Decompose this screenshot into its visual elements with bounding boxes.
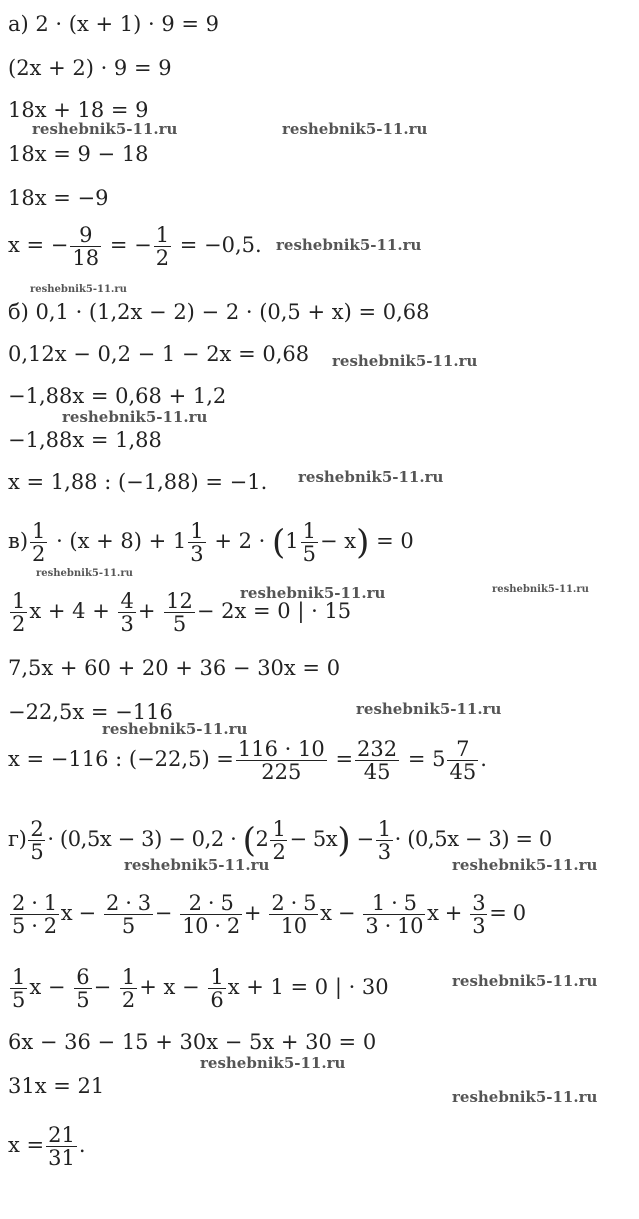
a-line-6: x = − $\frac{9}{18}$ = − $\frac{1}{2}$ = −0,5. <box>8 223 262 270</box>
watermark: reshebnik5-11.ru <box>30 284 127 295</box>
v-line-2: $\frac{1}{2}$ x + 4 + $\frac{4}{3}$ + $\frac{12}{5}$ − 2x = 0 | · 15 <box>12 589 352 636</box>
a-line-5: 18x = −9 <box>8 186 109 210</box>
watermark: reshebnik5-11.ru <box>282 120 428 138</box>
v-line-4: −22,5x = −116 <box>8 700 173 724</box>
g-line-1: г) $\frac{2}{5}$ · (0,5x − 3) − 0,2 · (2 $\frac{1}{2}$ − 5x) − $\frac{1}{3}$ · (0,5x − 3) = 0 <box>8 817 552 864</box>
g-line-5: 31x = 21 <box>8 1074 105 1098</box>
g-line-3: $\frac{1}{5}$ x − $\frac{6}{5}$ − $\frac{1}{2}$ + x − $\frac{1}{6}$ x + 1 = 0 | · 30 <box>12 965 389 1012</box>
b-line-1: б) 0,1 · (1,2x − 2) − 2 · (0,5 + x) = 0,68 <box>8 300 430 324</box>
watermark: reshebnik5-11.ru <box>124 856 270 874</box>
watermark: reshebnik5-11.ru <box>452 972 598 990</box>
watermark: reshebnik5-11.ru <box>32 120 178 138</box>
v-line-3: 7,5x + 60 + 20 + 36 − 30x = 0 <box>8 656 341 680</box>
watermark: reshebnik5-11.ru <box>492 584 589 595</box>
watermark: reshebnik5-11.ru <box>276 236 422 254</box>
b-line-3: −1,88x = 0,68 + 1,2 <box>8 384 227 408</box>
watermark: reshebnik5-11.ru <box>298 468 444 486</box>
a-line-2: (2x + 2) · 9 = 9 <box>8 56 172 80</box>
g-line-4: 6x − 36 − 15 + 30x − 5x + 30 = 0 <box>8 1030 377 1054</box>
watermark: reshebnik5-11.ru <box>356 700 502 718</box>
a-line-3: 18x + 18 = 9 <box>8 98 149 122</box>
watermark: reshebnik5-11.ru <box>102 720 248 738</box>
watermark: reshebnik5-11.ru <box>332 352 478 370</box>
watermark: reshebnik5-11.ru <box>452 1088 598 1106</box>
watermark: reshebnik5-11.ru <box>452 856 598 874</box>
v-line-5: x = −116 : (−22,5) = $\frac{116 \cdot 10}{225}$ = $\frac{232}{45}$ = 5 $\frac{7}{45}$ . <box>8 737 487 784</box>
watermark: reshebnik5-11.ru <box>200 1054 346 1072</box>
b-line-4: −1,88x = 1,88 <box>8 428 162 452</box>
a-line-1: а) 2 · (x + 1) · 9 = 9 <box>8 12 220 36</box>
a-line-4: 18x = 9 − 18 <box>8 142 149 166</box>
watermark: reshebnik5-11.ru <box>240 584 386 602</box>
b-line-5: x = 1,88 : (−1,88) = −1. <box>8 470 268 494</box>
v-line-1: в) $\frac{1}{2}$ · (x + 8) + 1 $\frac{1}{3}$ + 2 · (1 $\frac{1}{5}$ − x) = 0 <box>8 519 414 566</box>
watermark: reshebnik5-11.ru <box>36 568 133 579</box>
g-line-6: x = $\frac{21}{31}$ . <box>8 1123 86 1170</box>
b-line-2: 0,12x − 0,2 − 1 − 2x = 0,68 <box>8 342 310 366</box>
g-line-2: $\frac{2 \cdot 1}{5 \cdot 2}$ x − $\frac{2 \cdot 3}{5}$ − $\frac{2 \cdot 5}{10 \cdot 2}$ + $\frac{2 \cdot 5}{10}$ x − $\frac{1 \cdot 5}{3 \cdot 10}$ x + $\frac{3}{3}$ = 0 <box>12 891 526 938</box>
watermark: reshebnik5-11.ru <box>62 408 208 426</box>
